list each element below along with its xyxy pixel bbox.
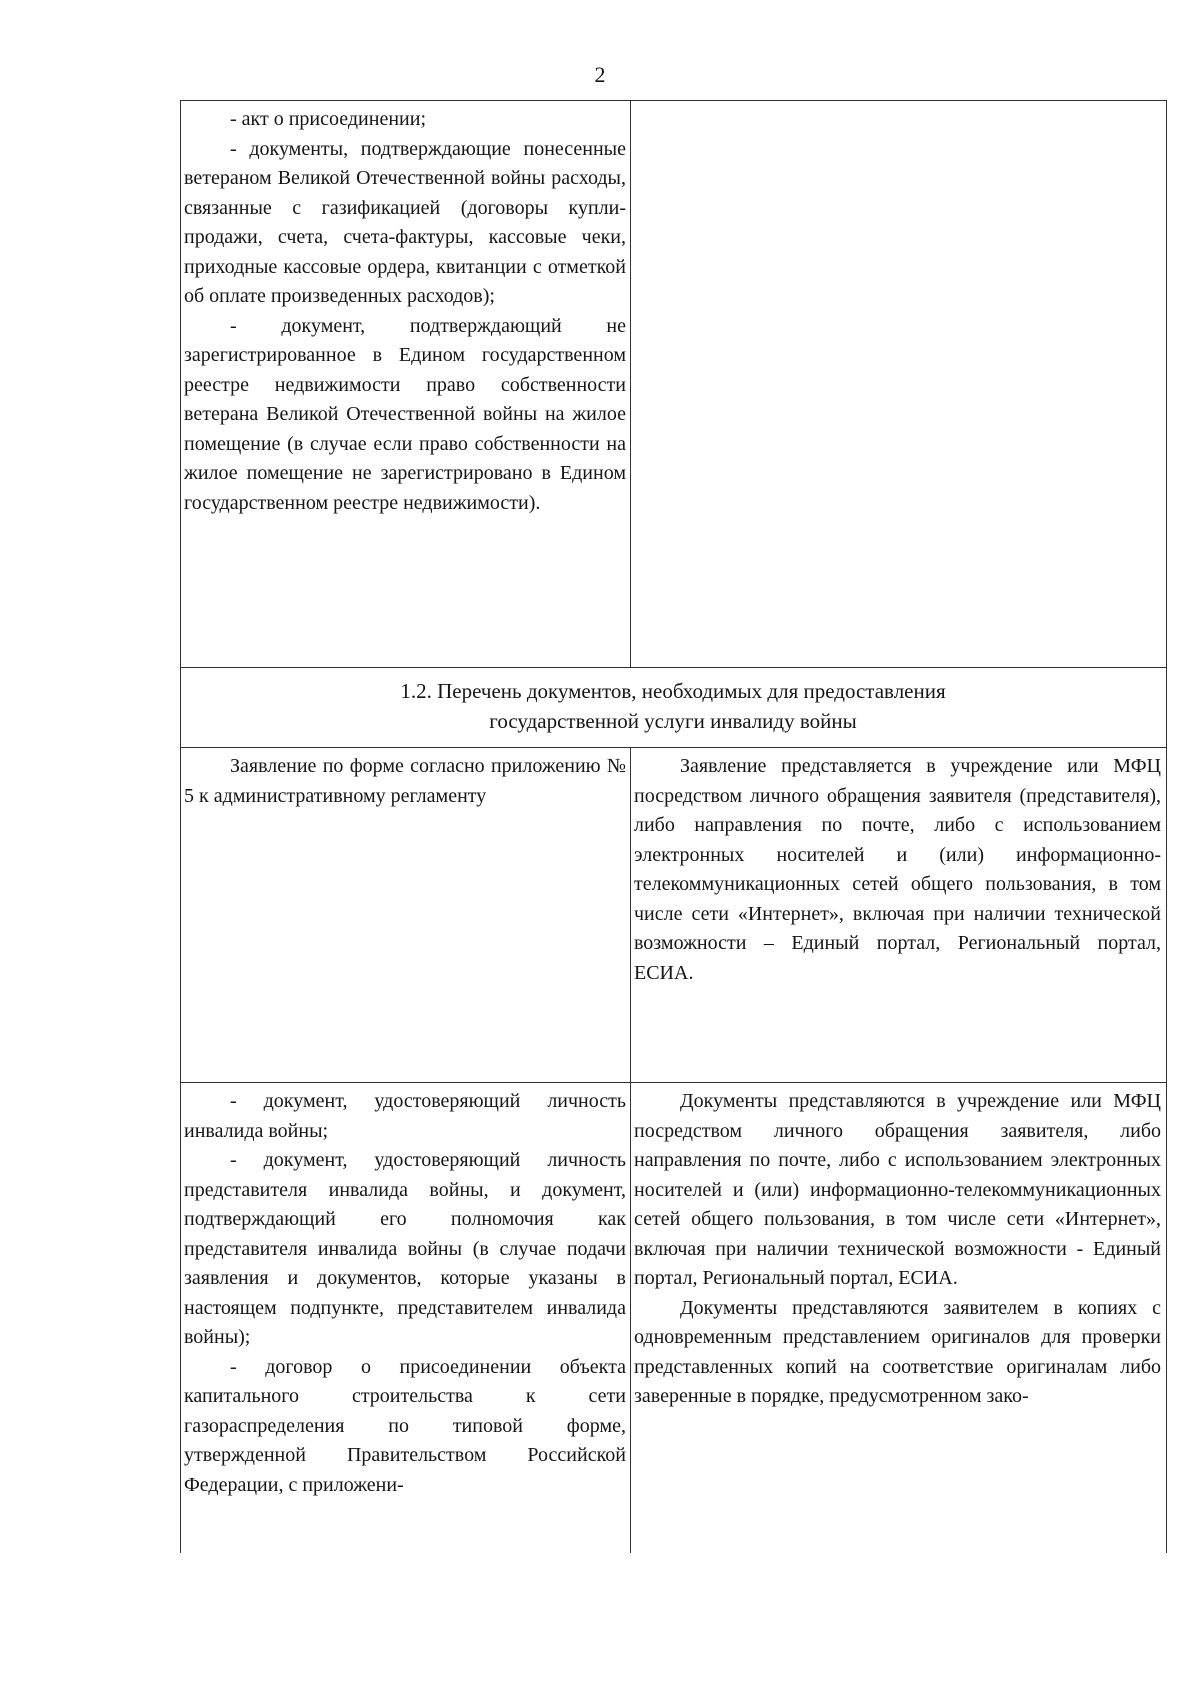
list-item: - документ, удостоверяющий личность инвалида войны; xyxy=(184,1090,626,1142)
list-item: - документы, подтверждающие понесенные ветераном Великой Отечественной войны расходы, связанные с газификацией (договоры купли-продажи, счета, счета-фактуры, кассовые чеки, приходные кассовые ордера, квитанции с отметкой об оплате произведенных расходов); xyxy=(184,137,626,307)
table-row xyxy=(180,1083,1167,1553)
document-table xyxy=(180,100,1167,1553)
table-row-section-heading xyxy=(180,668,1167,748)
table-row xyxy=(180,101,1167,668)
table-cell-submission-method xyxy=(631,1083,1165,1553)
table-row xyxy=(180,748,1167,1083)
section-heading-line: государственной услуги инвалиду войны xyxy=(489,709,857,733)
section-heading xyxy=(181,668,1166,747)
table-cell-document-name xyxy=(181,748,631,1082)
list-item: - договор о присоединении объекта капитального строительства к сети газораспределения по типовой форме, утвержденной Правительством Российской Федерации, с приложени- xyxy=(184,1355,626,1496)
section-heading-line: 1.2. Перечень документов, необходимых для предоставления xyxy=(400,679,946,703)
list-item: - акт о присоединении; xyxy=(230,108,426,130)
cell-text: Документы представляются заявителем в копиях с одновременным представлением оригиналов для проверки представленных копий на соответствие оригиналам либо заверенные в порядке, предусмотренном зако- xyxy=(634,1296,1161,1407)
cell-text: Заявление по форме согласно приложению № 5 к административному регламенту xyxy=(184,755,626,807)
page-number: 2 xyxy=(594,62,606,87)
table-cell-documents-list xyxy=(181,101,631,667)
table-cell-empty xyxy=(631,101,1165,667)
list-item: - документ, удостоверяющий личность представителя инвалида войны, и документ, подтверждающий его полномочия как представителя инвалида войны (в случае подачи заявления и документов, которые указаны в настоящем подпункте, представителем инвалида войны); xyxy=(184,1149,626,1348)
cell-text: Заявление представляется в учреждение или МФЦ посредством личного обращения заявителя (представителя), либо направления по почте, либо с использованием электронных носителей и (или) информационно-телекоммуникационных сетей общего пользования, в том числе сети «Интернет», включая при наличии технической возможности – Единый портал, Региональный портал, ЕСИА. xyxy=(634,755,1161,984)
table-cell-submission-method xyxy=(631,748,1165,1082)
list-item: - документ, подтверждающий не зарегистрированное в Едином государственном реестре недвижимости право собственности ветерана Великой Отечественной войны на жилое помещение (в случае если право собственности на жилое помещение не зарегистрировано в Едином государственном реестре недвижимости). xyxy=(184,314,626,514)
table-cell-documents-list xyxy=(181,1083,631,1553)
cell-text: Документы представляются в учреждение или МФЦ посредством личного обращения заявителя, либо направления по почте, либо с использованием электронных носителей и (или) информационно-телекоммуникационных сетей общего пользования, в том числе сети «Интернет», включая при наличии технической возможности - Единый портал, Региональный портал, ЕСИА. xyxy=(634,1090,1161,1289)
